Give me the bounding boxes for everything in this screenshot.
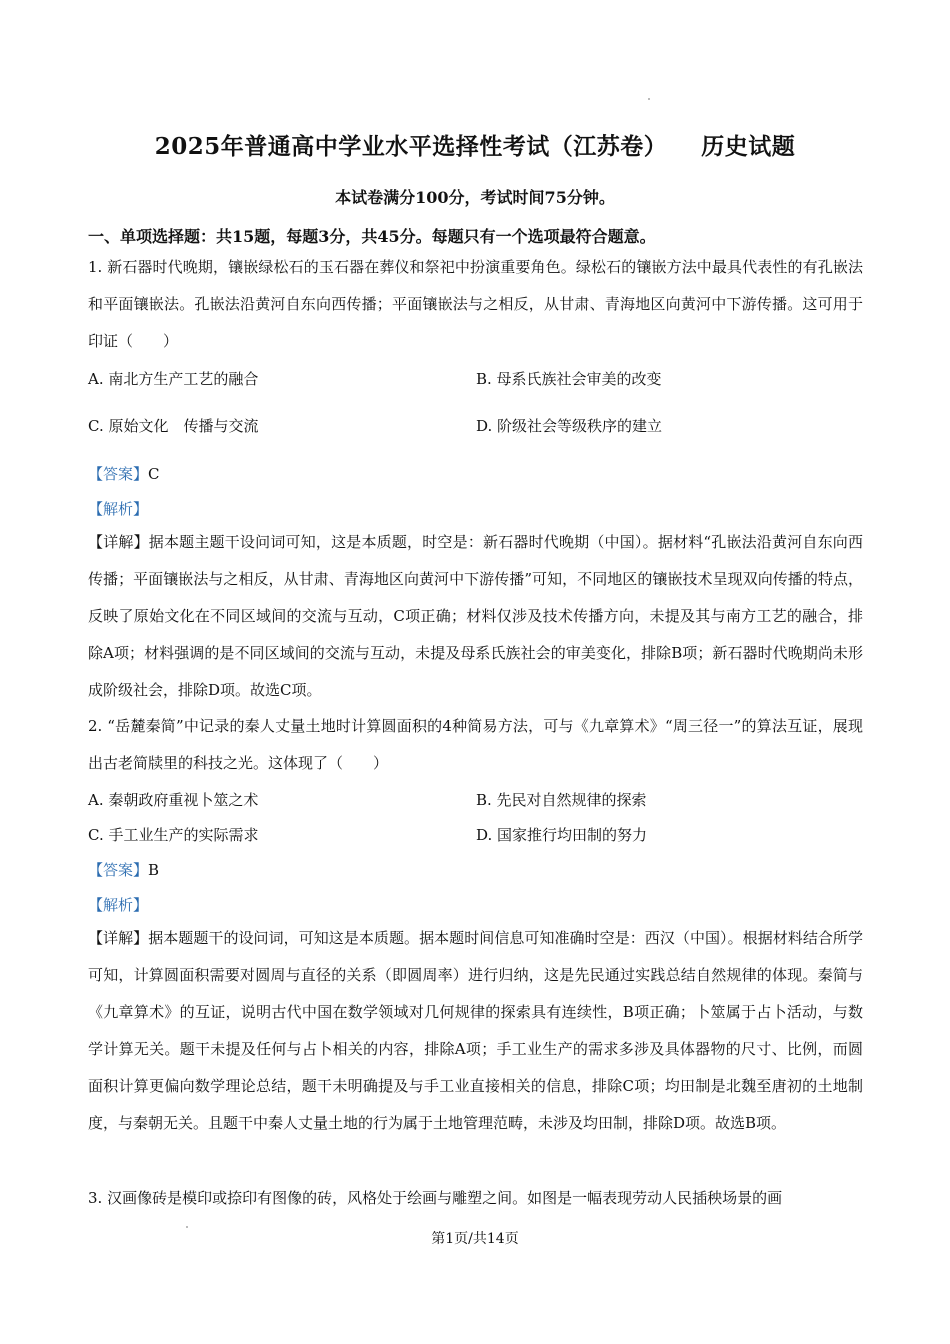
question-2-option-c: C. 手工业生产的实际需求 [88, 826, 259, 844]
scan-speck [648, 98, 650, 100]
question-1-stem: 1. 新石器时代晚期，镶嵌绿松石的玉石器在葬仪和祭祀中扮演重要角色。绿松石的镶嵌方法中最具代表性的有孔嵌法和平面镶嵌法。孔嵌法沿黄河自东向西传播；平面镶嵌法与之相反，从甘肃、青海地区向黄河中下游传播。这可用于印证（ ） [88, 258, 863, 350]
detail-text: 据本题题干的设问词，可知这是本质题。据本题时间信息可知准确时空是：西汉（中国）。根据材料结合所学可知，计算圆面积需要对圆周与直径的关系（即圆周率）进行归纳，这是先民通过实践总结自然规律的体现。秦简与《九章算术》的互证，说明古代中国在数学领域对几何规律的探索具有连续性，B项正确；卜筮属于占卜活动，与数学计算无关。题干未提及任何与占卜相关的内容，排除A项；手工业生产的需求多涉及具体器物的尺寸、比例，而圆面积计算更偏向数学理论总结，题干未明确提及与手工业直接相关的信息，排除C项；均田制是北魏至唐初的土地制度，与秦朝无关。且题干中秦人丈量土地的行为属于土地管理范畴，未涉及均田制，排除D项。故选B项。 [88, 929, 863, 1132]
question-1-answer [88, 463, 160, 484]
answer-value: C [148, 465, 160, 483]
detail-tag: 【详解】 [88, 929, 149, 947]
question-2-analysis-tag [88, 894, 148, 915]
question-1-analysis-tag [88, 498, 148, 519]
answer-tag: 【答案】 [88, 861, 149, 879]
question-2-detail [88, 920, 863, 1142]
analysis-tag: 【解析】 [88, 500, 149, 518]
question-2-option-a: A. 秦朝政府重视卜筮之术 [88, 791, 259, 809]
question-2-option-b: B. 先民对自然规律的探索 [476, 791, 647, 809]
exam-title: 2025年普通高中学业水平选择性考试（江苏卷） 历史试题 [154, 133, 796, 160]
question-2-stem: 2. “岳麓秦简”中记录的秦人丈量土地时计算圆面积的4种简易方法，可与《九章算术》“周三径一”的算法互证，展现出古老简牍里的科技之光。这体现了（ ） [88, 717, 863, 772]
answer-value: B [148, 861, 160, 879]
question-3-stem: 3. 汉画像砖是模印或捺印有图像的砖，风格处于绘画与雕塑之间。如图是一幅表现劳动人民插秧场景的画 [88, 1189, 783, 1207]
question-1-option-b: B. 母系氏族社会审美的改变 [476, 370, 662, 388]
detail-tag: 【详解】 [88, 533, 149, 551]
exam-subtitle: 本试卷满分100分，考试时间75分钟。 [335, 188, 615, 207]
detail-text: 据本题主题干设问词可知，这是本质题，时空是：新石器时代晚期（中国）。据材料“孔嵌法沿黄河自东向西传播；平面镶嵌法与之相反，从甘肃、青海地区向黄河中下游传播”可知，不同地区的镶嵌技术呈现双向传播的特点，反映了原始文化在不同区域间的交流与互动，C项正确；材料仅涉及技术传播方向，未提及其与南方工艺的融合，排除A项；材料强调的是不同区域间的交流与互动，未提及母系氏族社会的审美变化，排除B项；新石器时代晚期尚未形成阶级社会，排除D项。故选C项。 [88, 533, 863, 699]
answer-tag: 【答案】 [88, 465, 149, 483]
page-number: 第1页/共14页 [431, 1231, 519, 1247]
question-2-answer [88, 859, 159, 880]
question-1-option-a: A. 南北方生产工艺的融合 [88, 370, 259, 388]
question-2-option-d: D. 国家推行均田制的努力 [476, 826, 648, 844]
section-heading: 一、单项选择题：共15题，每题3分，共45分。每题只有一个选项最符合题意。 [88, 227, 656, 246]
question-1-option-d: D. 阶级社会等级秩序的建立 [476, 417, 663, 435]
question-1-option-c: C. 原始文化 传播与交流 [88, 417, 259, 435]
question-1-detail [88, 524, 863, 709]
analysis-tag: 【解析】 [88, 896, 149, 914]
